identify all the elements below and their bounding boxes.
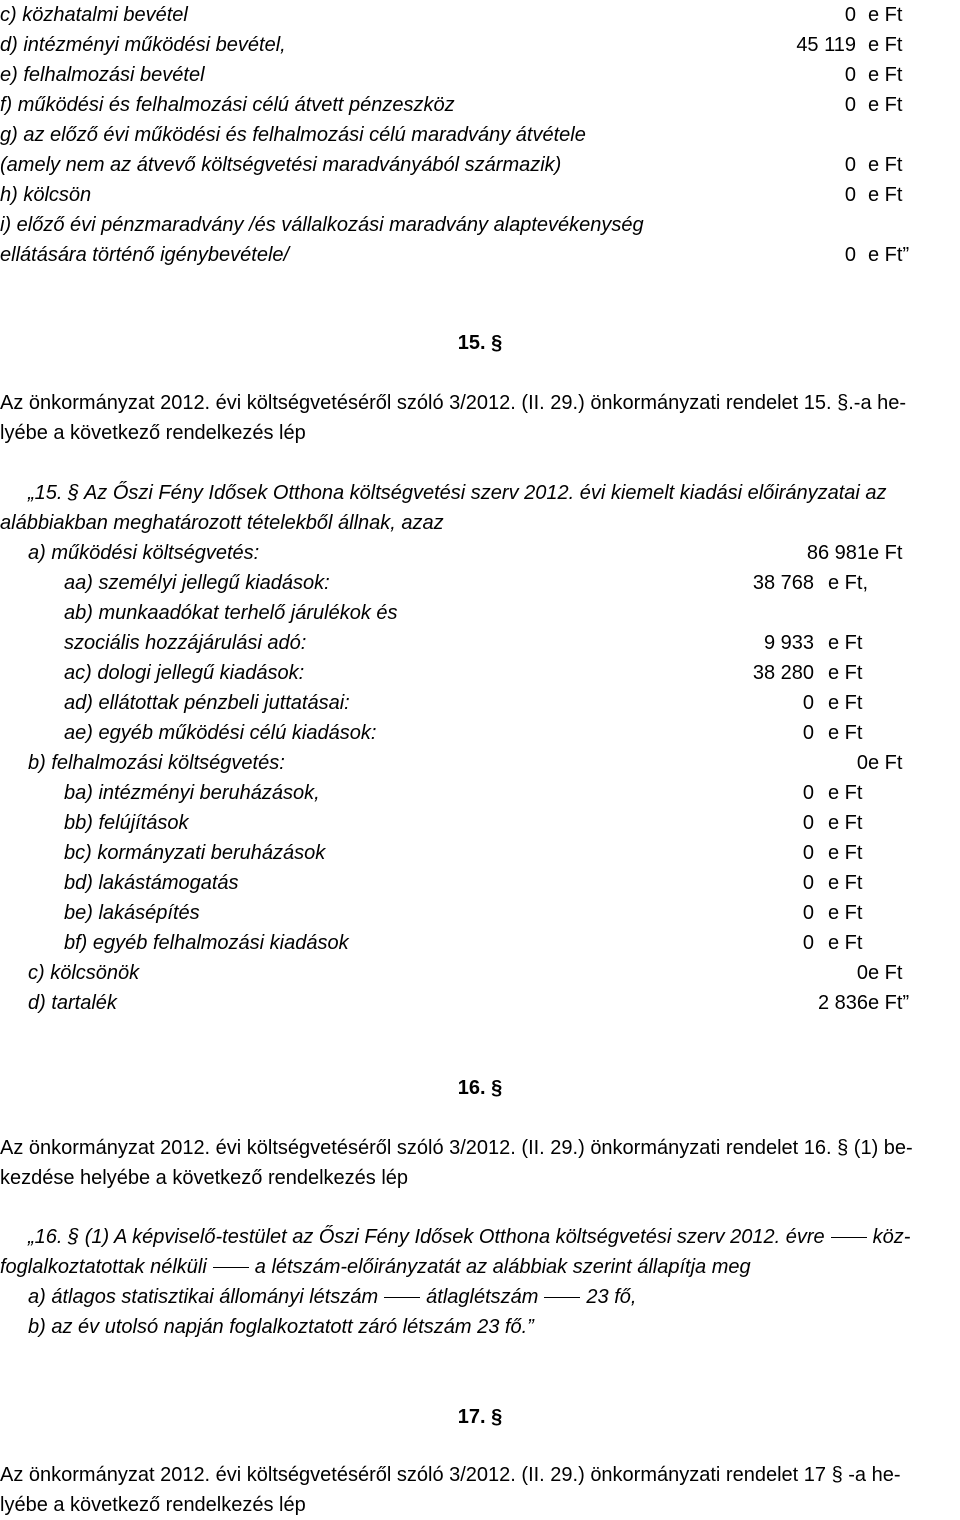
section-17-intro-line2: lyébe a következő rendelkezés lép [0, 1494, 306, 1516]
row-unit: e Ft [828, 662, 863, 684]
section-16-intro-line1: Az önkormányzat 2012. évi költségvetéséről szóló 3/2012. (II. 29.) önkormányzati rendelet 16. § (1) be- [0, 1137, 913, 1159]
row-label: ab) munkaadókat terhelő járulékok és [64, 602, 398, 624]
row-unit: e Ft [868, 962, 903, 984]
row-amount: 0 [802, 902, 814, 924]
section-16-text-line1 [28, 1222, 910, 1252]
row-unit: e Ft [828, 872, 863, 894]
row-label: bb) felújítások [64, 812, 189, 834]
row-label: c) kölcsönök [28, 962, 140, 984]
row-unit: e Ft [868, 34, 903, 56]
row-amount: 0 [844, 154, 856, 176]
section-15-text-line2: alábbiakban meghatározott tételekből állnak, azaz [0, 512, 444, 534]
row-amount: 0 [856, 962, 868, 984]
section-17-intro-line1: Az önkormányzat 2012. évi költségvetéséről szóló 3/2012. (II. 29.) önkormányzati rendelet 17 § -a he- [0, 1464, 901, 1486]
section-15-intro-line1: Az önkormányzat 2012. évi költségvetéséről szóló 3/2012. (II. 29.) önkormányzati rendelet 15. §.-a he- [0, 392, 907, 414]
row-label: bf) egyéb felhalmozási kiadások [64, 932, 349, 954]
section-16-text-line1a: „16. § (1) A képviselő-testület az Őszi Fény Idősek Otthona költségvetési szerv 2012. évre [28, 1226, 825, 1248]
dash-separator [213, 1267, 249, 1268]
row-amount: 0 [802, 782, 814, 804]
row-amount: 0 [802, 722, 814, 744]
row-amount: 0 [844, 94, 856, 116]
section-15-heading: 15. § [457, 332, 503, 354]
row-label: aa) személyi jellegű kiadások: [64, 572, 330, 594]
row-amount: 2 836 [817, 992, 868, 1014]
item-a-value: 23 fő, [586, 1286, 637, 1308]
row-unit: e Ft [868, 542, 903, 564]
section-16-item-b: b) az év utolsó napján foglalkoztatott záró létszám 23 fő.” [28, 1316, 534, 1338]
row-unit: e Ft, [828, 572, 869, 594]
row-unit: e Ft [828, 722, 863, 744]
row-label: bd) lakástámogatás [64, 872, 239, 894]
row-unit: e Ft [828, 692, 863, 714]
row-label: c) közhatalmi bevétel [0, 4, 188, 26]
section-16-text-line2a: foglalkoztatottak nélküli [0, 1256, 207, 1278]
row-label: e) felhalmozási bevétel [0, 64, 205, 86]
row-label: i) előző évi pénzmaradvány /és vállalkozási maradvány alaptevékenység [0, 214, 644, 236]
section-15-intro-line2: lyébe a következő rendelkezés lép [0, 422, 306, 444]
row-label: be) lakásépítés [64, 902, 200, 924]
row-label: ae) egyéb működési célú kiadások: [64, 722, 377, 744]
row-unit: e Ft [868, 64, 903, 86]
row-unit: e Ft [868, 154, 903, 176]
section-16-text-line2 [0, 1252, 751, 1282]
row-amount: 0 [856, 752, 868, 774]
row-label: bc) kormányzati beruházások [64, 842, 326, 864]
row-unit: e Ft [868, 752, 903, 774]
row-unit: e Ft” [868, 992, 910, 1014]
row-amount: 0 [802, 812, 814, 834]
row-label: d) tartalék [28, 992, 117, 1014]
row-amount: 0 [844, 64, 856, 86]
row-amount: 0 [802, 692, 814, 714]
row-label: ba) intézményi beruházások, [64, 782, 320, 804]
row-amount: 38 768 [752, 572, 814, 594]
row-label: h) kölcsön [0, 184, 92, 206]
dash-separator [831, 1237, 867, 1238]
row-amount: 0 [802, 842, 814, 864]
section-15-text-line1: „15. § Az Őszi Fény Idősek Otthona költségvetési szerv 2012. évi kiemelt kiadási előirányzatai az [28, 482, 887, 504]
row-amount: 0 [802, 872, 814, 894]
row-unit: e Ft [828, 842, 863, 864]
row-amount: 0 [844, 244, 856, 266]
row-label: ac) dologi jellegű kiadások: [64, 662, 305, 684]
row-label: ad) ellátottak pénzbeli juttatásai: [64, 692, 350, 714]
row-unit: e Ft [828, 632, 863, 654]
dash-separator [544, 1297, 580, 1298]
section-16-text-line2b: a létszám-előirányzatát az alábbiak szerint állapítja meg [254, 1256, 751, 1278]
row-amount: 86 981 [806, 542, 868, 564]
row-unit: e Ft [868, 94, 903, 116]
section-16-item-a [28, 1282, 636, 1312]
section-17-heading: 17. § [457, 1406, 503, 1428]
row-unit: e Ft [868, 4, 903, 26]
row-unit: e Ft [828, 812, 863, 834]
row-unit: e Ft [868, 184, 903, 206]
section-16-intro-line2: kezdése helyébe a következő rendelkezés lép [0, 1167, 409, 1189]
dash-separator [384, 1297, 420, 1298]
section-16-text-line1b: köz- [872, 1226, 911, 1248]
row-label: f) működési és felhalmozási célú átvett pénzeszköz [0, 94, 455, 116]
row-unit: e Ft [828, 902, 863, 924]
section-16-heading: 16. § [457, 1077, 503, 1099]
row-label: (amely nem az átvevő költségvetési maradványából származik) [0, 154, 562, 176]
row-label: a) működési költségvetés: [28, 542, 260, 564]
row-unit: e Ft [828, 932, 863, 954]
row-label: g) az előző évi működési és felhalmozási célú maradvány átvétele [0, 124, 586, 146]
row-amount: 0 [844, 184, 856, 206]
row-amount: 9 933 [763, 632, 814, 654]
row-unit: e Ft [828, 782, 863, 804]
row-amount: 0 [802, 932, 814, 954]
row-label: d) intézményi működési bevétel, [0, 34, 286, 56]
item-a-label: a) átlagos statisztikai állományi létszám [28, 1286, 379, 1308]
row-label: b) felhalmozási költségvetés: [28, 752, 285, 774]
row-amount: 45 119 [796, 34, 856, 56]
row-amount: 0 [844, 4, 856, 26]
row-label: ellátására történő igénybevétele/ [0, 244, 290, 266]
row-label: szociális hozzájárulási adó: [64, 632, 307, 654]
row-amount: 38 280 [752, 662, 814, 684]
item-a-label2: átlaglétszám [426, 1286, 539, 1308]
row-unit: e Ft” [868, 244, 910, 266]
